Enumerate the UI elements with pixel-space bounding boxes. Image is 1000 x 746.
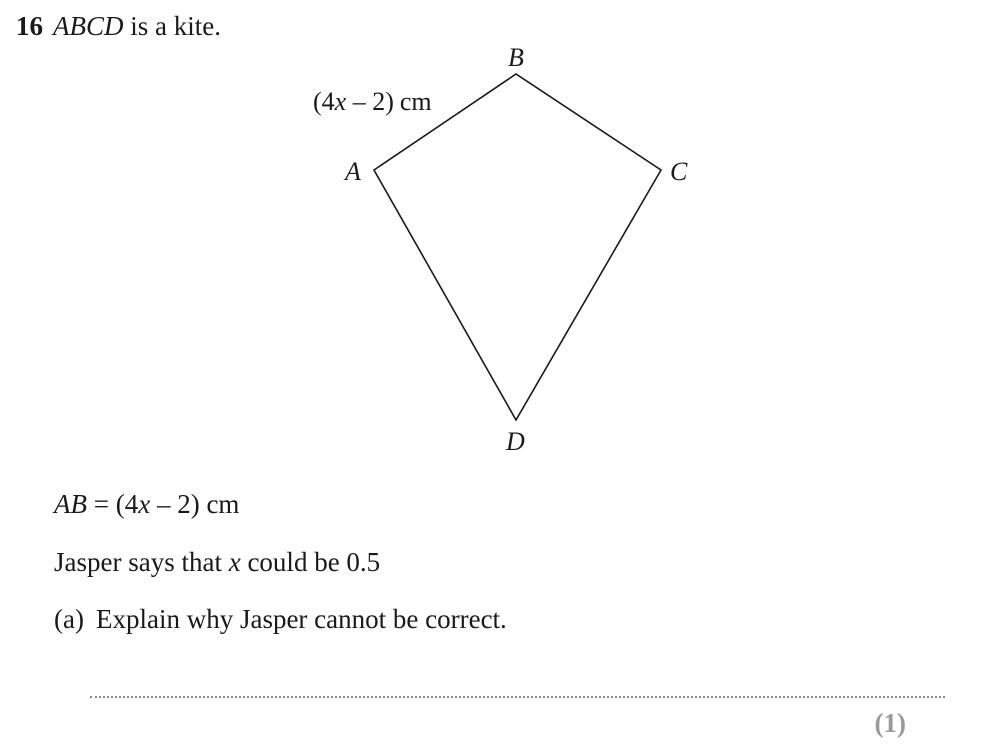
jasper-after: could be 0.5 [240,547,381,577]
part-a-prompt [54,603,507,635]
side-label-unit: cm [399,87,432,116]
marks-indicator: (1) [874,708,906,738]
vertex-label-a: A [345,157,361,186]
ab-variable: x [138,489,151,519]
jasper-before: Jasper says that [54,547,229,577]
ab-length-statement [54,488,239,520]
jasper-variable: x [228,547,241,577]
ab-mid: = (4 [87,489,139,519]
side-label-close: – 2) [346,87,394,116]
ab-lhs: AB [54,489,87,519]
jasper-statement [54,546,380,578]
kite-outline [374,74,661,420]
question-title-text: is a kite. [123,11,221,41]
vertex-label-c: C [670,157,688,186]
part-a-label: (a) [54,604,84,634]
answer-line[interactable] [90,696,945,698]
question-shape-name: ABCD [53,11,124,41]
side-label-open: (4 [313,87,335,116]
side-length-label [313,87,432,116]
side-label-variable: x [334,87,347,116]
ab-rest: – 2) cm [150,489,240,519]
vertex-label-d: D [506,427,525,456]
vertex-label-b: B [508,43,524,72]
question-number: 16 [16,11,43,41]
part-a-text: Explain why Jasper cannot be correct. [95,604,507,634]
